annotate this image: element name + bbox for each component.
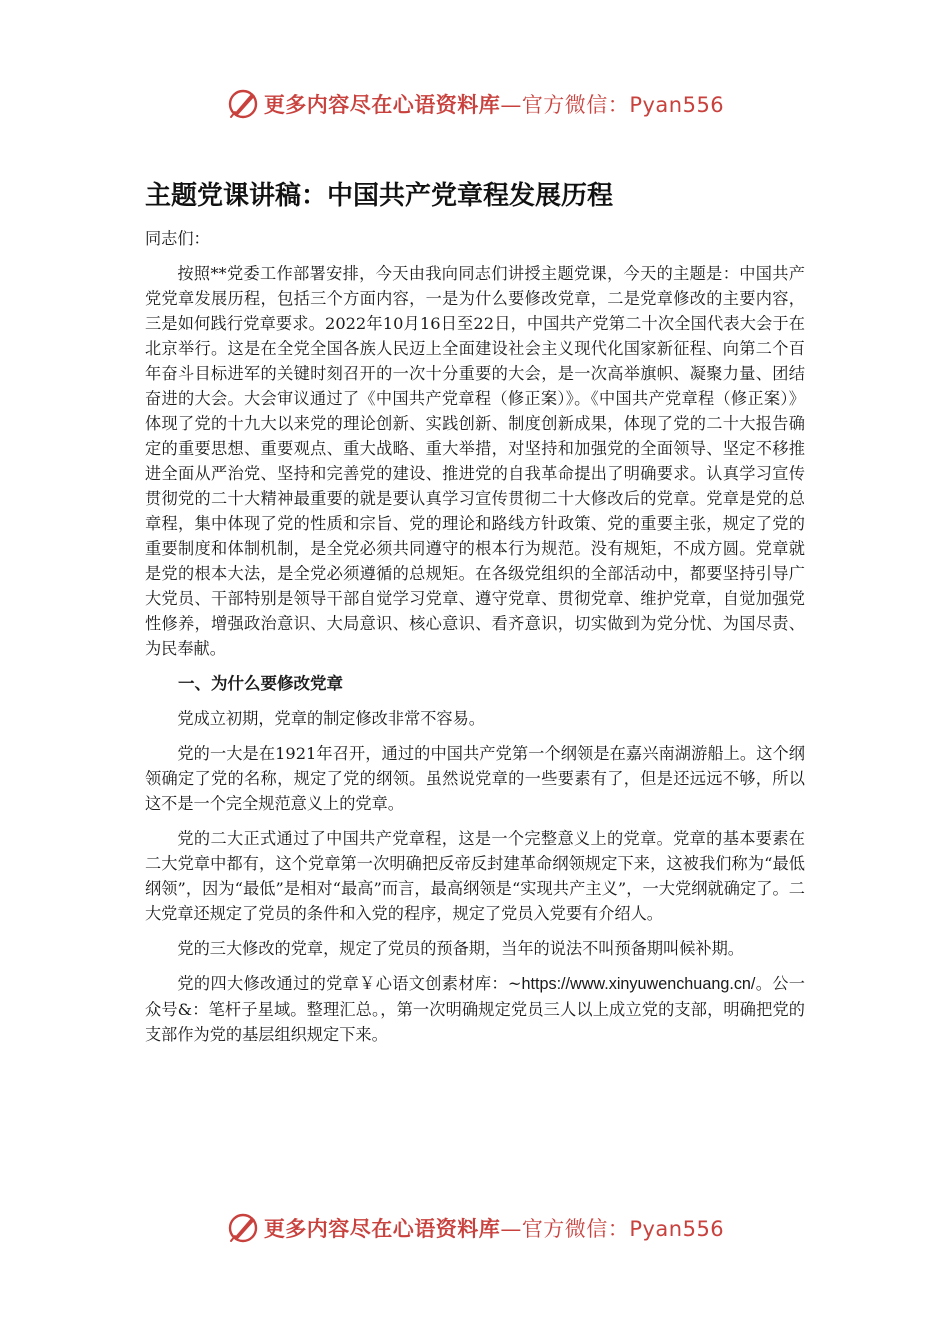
- banner-dash: —: [500, 93, 522, 117]
- intro-paragraph: 按照**党委工作部署安排，今天由我向同志们讲授主题党课，今天的主题是：中国共产党党章发展历程，包括三个方面内容，一是为什么要修改党章，二是党章修改的主要内容，三是如何践行党章要求。2022年10月16日至22日，中国共产党第二十次全国代表大会于在北京举行。这是在全党全国各族人民迈上全面建设社会主义现代化国家新征程、向第二个百年奋斗目标进军的关键时刻召开的一次十分重要的大会，是一次高举旗帜、凝聚力量、团结奋进的大会。大会审议通过了《中国共产党章程（修正案）》。《中国共产党章程（修正案）》体现了党的十九大以来党的理论创新、实践创新、制度创新成果，体现了党的二十大报告确定的重要思想、重要观点、重大战略、重大举措，对坚持和加强党的全面领导、坚定不移推进全面从严治党、坚持和完善党的建设、推进党的自我革命提出了明确要求。认真学习宣传贯彻党的二十大精神最重要的就是要认真学习宣传贯彻二十大修改后的党章。党章是党的总章程，集中体现了党的性质和宗旨、党的理论和路线方针政策、党的重要主张，规定了党的重要制度和体制机制，是全党必须共同遵守的根本行为规范。没有规矩，不成方圆。党章就是党的根本大法，是全党必须遵循的总规矩。在各级党组织的全部活动中，都要坚持引导广大党员、干部特别是领导干部自觉学习党章、遵守党章、贯彻党章、维护党章，自觉加强党性修养，增强政治意识、大局意识、核心意识、看齐意识，切实做到为党分忧、为国尽责、为民奉献。: [145, 264, 805, 658]
- banner-id: Pyan556: [629, 1217, 725, 1241]
- banner-wechat: 官方微信：: [521, 93, 630, 117]
- paragraph-3: 党的二大正式通过了中国共产党章程，这是一个完整意义上的党章。党章的基本要素在二大党章中都有，这个党章第一次明确把反帝反封建革命纲领规定下来，这被我们称为“最低纲领”，因为“最低”是相对“最高”而言，最高纲领是“实现共产主义”，一大党纲就确定了。二大党章还规定了党员的条件和入党的程序，规定了党员入党要有介绍人。: [145, 829, 805, 923]
- paragraph-4: 党的三大修改的党章，规定了党员的预备期，当年的说法不叫预备期叫候补期。: [177, 939, 744, 958]
- paragraph-5-rest: 。公一众号&：笔杆子星域。整理汇总。，第一次明确规定党员三人以上成立党的支部，明确把党的支部作为党的基层组织规定下来。: [145, 974, 805, 1044]
- banner-main: 更多内容尽在心语资料库: [263, 93, 501, 117]
- section-heading: 一、为什么要修改党章: [178, 674, 343, 693]
- banner-text: [264, 89, 724, 119]
- banner-main: 更多内容尽在心语资料库: [263, 1217, 501, 1241]
- quill-pen-logo-icon: [226, 87, 260, 121]
- page-title: 主题党课讲稿：中国共产党章程发展历程: [145, 181, 614, 211]
- banner-wechat: 官方微信：: [521, 1217, 630, 1241]
- banner-dash: —: [500, 1217, 522, 1241]
- document-body: [145, 176, 805, 1047]
- paragraph-5-lead: 党的四大修改通过的党章￥心语文创素材库：~: [177, 974, 522, 993]
- top-watermark-banner: [0, 82, 950, 126]
- paragraph-5: [145, 971, 805, 1047]
- paragraph-2: 党的一大是在1921年召开，通过的中国共产党第一个纲领是在嘉兴南湖游船上。这个纲领确定了党的名称，规定了党的纲领。虽然说党章的一些要素有了，但是还远远不够，所以这不是一个完全规范意义上的党章。: [145, 744, 805, 813]
- bottom-watermark-banner: [0, 1206, 950, 1250]
- banner-id: Pyan556: [629, 93, 725, 117]
- quill-pen-logo-icon: [226, 1211, 260, 1245]
- paragraph-5-url: https://www.xinyuwenchuang.cn/: [521, 975, 756, 993]
- paragraph-1: 党成立初期，党章的制定修改非常不容易。: [177, 709, 485, 728]
- salutation: 同志们：: [145, 229, 210, 248]
- banner-text: [264, 1213, 724, 1243]
